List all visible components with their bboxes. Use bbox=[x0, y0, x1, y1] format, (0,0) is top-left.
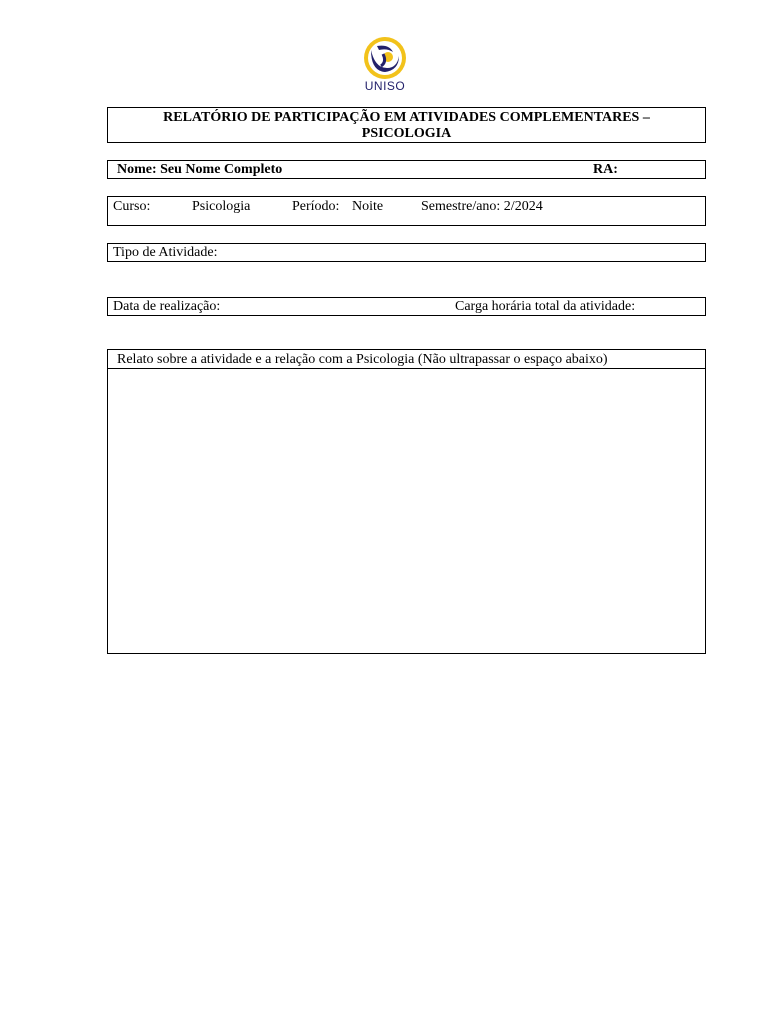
uniso-logo bbox=[357, 36, 413, 96]
uniso-emblem-icon bbox=[357, 36, 413, 80]
report-title-box bbox=[107, 107, 706, 143]
course-info-row bbox=[107, 196, 706, 226]
report-title-line1: RELATÓRIO DE PARTICIPAÇÃO EM ATIVIDADES COMPLEMENTARES – bbox=[163, 110, 650, 125]
activity-date-row[interactable] bbox=[107, 297, 706, 316]
activity-type-row[interactable] bbox=[107, 243, 706, 262]
semestre-ano: Semestre/ano: 2/2024 bbox=[421, 199, 543, 214]
data-label: Data de realização: bbox=[113, 299, 221, 314]
periodo-label: Período: bbox=[292, 199, 340, 214]
curso-label: Curso: bbox=[113, 199, 151, 214]
ra-label: RA: bbox=[593, 162, 618, 177]
report-title bbox=[108, 108, 705, 142]
carga-label: Carga horária total da atividade: bbox=[455, 299, 636, 314]
relato-header-text: Relato sobre a atividade e a relação com a Psicologia (Não ultrapassar o espaço abaixo) bbox=[117, 352, 608, 367]
tipo-label: Tipo de Atividade: bbox=[113, 245, 218, 260]
relato-header bbox=[107, 349, 706, 369]
name-label: Nome: Seu Nome Completo bbox=[117, 162, 283, 177]
relato-text-area[interactable] bbox=[107, 368, 706, 654]
student-name-row[interactable] bbox=[107, 160, 706, 179]
curso-value: Psicologia bbox=[192, 199, 251, 214]
report-title-line2: PSICOLOGIA bbox=[361, 126, 452, 141]
periodo-value: Noite bbox=[352, 199, 384, 214]
logo-wordmark: UNISO bbox=[364, 79, 406, 93]
